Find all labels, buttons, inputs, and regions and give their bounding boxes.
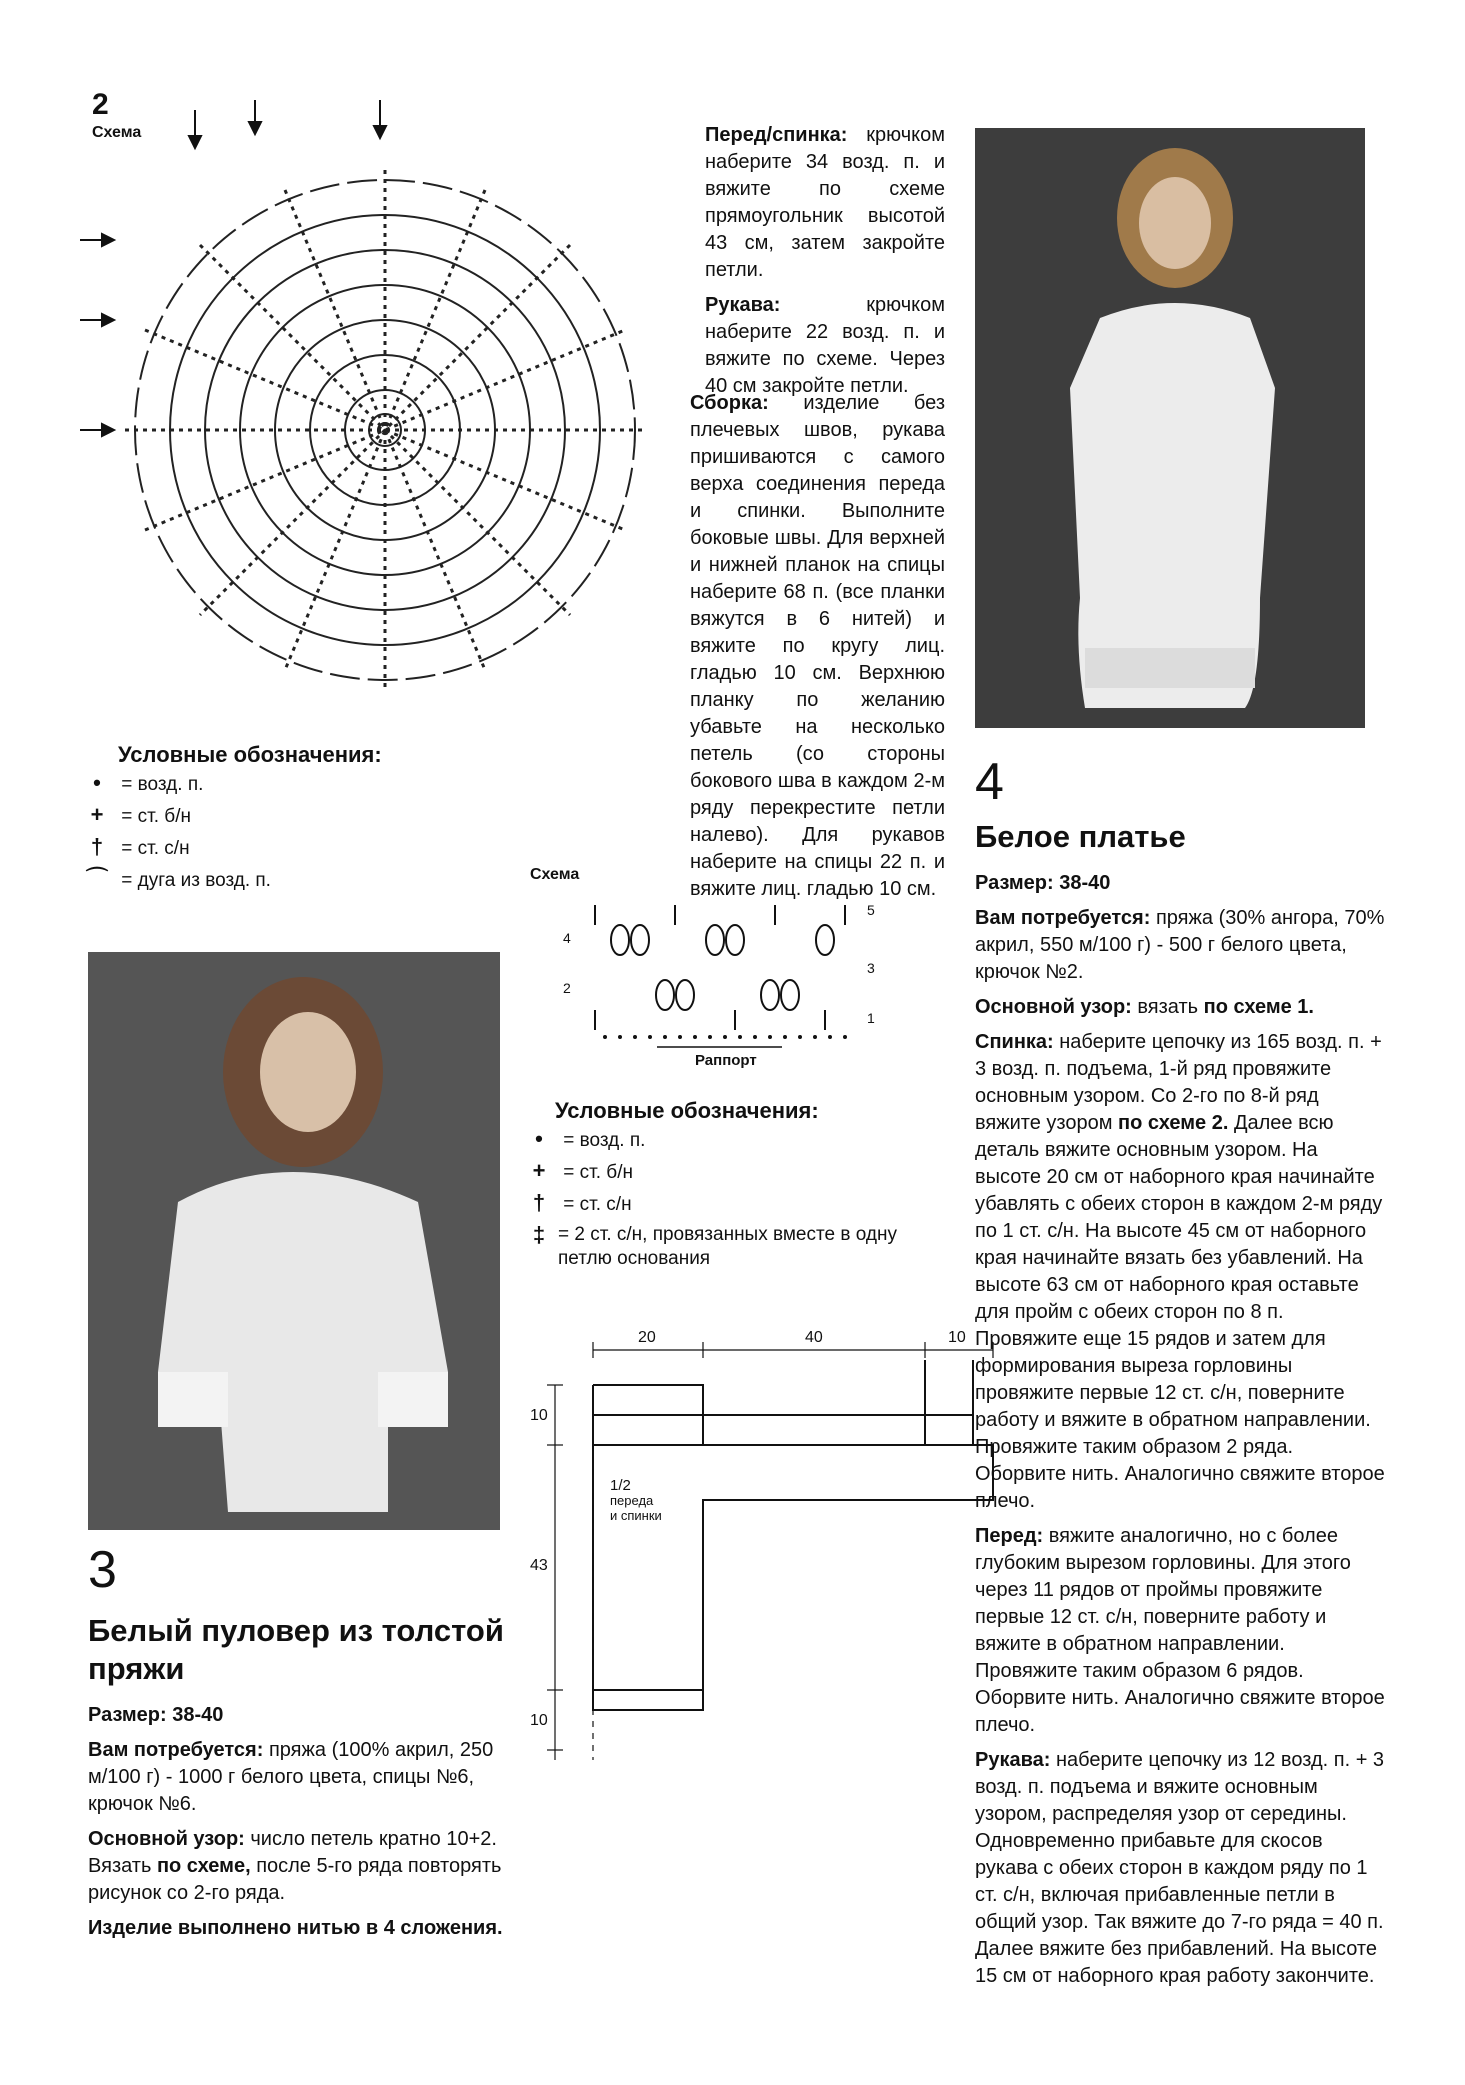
svg-text:1: 1	[867, 1010, 875, 1026]
legend-item: + = ст. б/н	[520, 1156, 925, 1188]
scheme-label-2: Схема	[530, 866, 580, 883]
double-crochet-icon: †	[90, 834, 104, 859]
section-3-title: Белый пуловер из толстой пряжи	[88, 1613, 504, 1686]
legend-1	[85, 742, 382, 896]
dress-photo	[975, 128, 1365, 728]
legend-item: • = возд. п.	[78, 768, 382, 800]
single-crochet-icon: +	[532, 1158, 546, 1183]
svg-text:10: 10	[530, 1407, 548, 1424]
double-crochet-icon: †	[532, 1190, 546, 1215]
svg-text:40: 40	[805, 1329, 823, 1346]
rapport-label: Раппорт	[695, 1052, 757, 1069]
svg-text:переда: переда	[610, 1493, 654, 1508]
chain-stitch-icon: •	[93, 770, 101, 795]
legend-title: Условные обозначения:	[555, 1098, 819, 1123]
legend-item: + = ст. б/н	[78, 800, 382, 832]
sweater-photo	[88, 952, 500, 1530]
svg-text:10: 10	[948, 1329, 966, 1346]
legend-item: † = ст. с/н	[520, 1188, 925, 1220]
section-4-number: 4	[975, 753, 1004, 811]
legend-2	[532, 1098, 925, 1271]
legend-item: • = возд. п.	[520, 1124, 925, 1156]
legend-item: ⌒ = дуга из возд. п.	[78, 864, 382, 896]
svg-text:4: 4	[563, 930, 571, 946]
svg-text:5: 5	[867, 902, 875, 918]
yarn-note: Изделие выполнено нитью в 4 сложения.	[88, 1917, 503, 1939]
svg-text:20: 20	[638, 1329, 656, 1346]
need-label: Вам потребуется:	[88, 1739, 264, 1761]
section-3-number: 3	[88, 1541, 117, 1599]
front-back-text: Перед/спинка: крючком наберите 34 возд. п. и вяжите по схеме прямоугольник высотой 43 см, затем закройте петли. Рукава: крючком наберите 22 возд. п. и вяжите по схеме. Через 40 см закройте петли.	[705, 124, 945, 397]
svg-text:10: 10	[530, 1712, 548, 1729]
scheme-number: 2	[92, 88, 109, 121]
svg-text:и спинки: и спинки	[610, 1508, 662, 1523]
single-crochet-icon: +	[90, 802, 104, 827]
chain-arc-icon: ⌒	[85, 866, 108, 891]
legend-item: ‡ = 2 ст. с/н, провязанных вместе в одну петлю основания	[520, 1220, 925, 1271]
size-value: 38-40	[172, 1704, 224, 1726]
section-4-text: Размер: 38-40 Вам потребуется: пряжа (30% ангора, 70% акрил, 550 м/100 г) - 500 г белого цвета, крючок №2. Основной узор: вязать по схеме 1. Спинка: наберите цепочку из 165 возд. п. + 3 возд. п. подъема, 1-й ряд провяжите основным узором. Со 2-го по 8-й ряд вяжите узором по схеме 2. Далее всю деталь вяжите основным узором. На высоте 20 см от наборного края начинайте убавлять с обеих сторон в каждом 2-м ряду по 1 ст. с/н. На высоте 45 см от наборного края начинайте вязать без убавлений. На высоте 63 см от наборного края оставьте для пройм с обеих сторон по 8 п. Провяжите еще 15 рядов и затем для формирования выреза горловины провяжите первые 12 ст. с/н, поверните работу и вяжите в обратном направлении. Провяжите таким образом 2 ряда. Оборвите нить. Аналогично свяжите второе плечо. Перед: вяжите аналогично, но с более глубоким вырезом горловины. Для этого через 11 рядов от проймы провяжите первые 12 ст. с/н, поверните работу и вяжите в обратном направлении. Провяжите таким образом 6 рядов. Оборвите нить. Аналогично свяжите второе плечо. Рукава: наберите цепочку из 12 возд. п. + 3 возд. п. подъема и вяжите основным узором, распределяя узор от середины. Одновременно прибавьте для скосов рукава с обеих сторон в каждом ряду по 1 ст. с/н, включая прибавленные петли в общий узор. Так вяжите до 7-го ряда = 40 п. Далее вяжите без прибавлений. На высоте 15 см от наборного края работу закончите.	[975, 872, 1385, 1987]
main-pattern-label: Основной узор:	[88, 1828, 245, 1850]
scheme-label: Схема	[92, 124, 142, 141]
svg-text:2: 2	[563, 980, 571, 996]
legend-item: † = ст. с/н	[78, 832, 382, 864]
legend-title: Условные обозначения:	[118, 742, 382, 767]
svg-text:1/2: 1/2	[610, 1477, 631, 1494]
svg-text:3: 3	[867, 960, 875, 976]
svg-text:43: 43	[530, 1557, 548, 1574]
section-3-text: Размер: 38-40 Вам потребуется: пряжа (100% акрил, 250 м/100 г) - 1000 г белого цвета, спицы №6, крючок №6. Основной узор: число петель кратно 10+2. Вязать по схеме, после 5-го ряда повторять рисунок со 2-го ряда. Изделие выполнено нитью в 4 сложения.	[88, 1704, 503, 1939]
size-label: Размер:	[88, 1704, 167, 1726]
double-crochet-cluster-icon: ‡	[532, 1222, 546, 1247]
rapport-diagram	[563, 895, 875, 1055]
section-4-title: Белое платье	[975, 819, 1186, 854]
sweater-schematic	[520, 1320, 1000, 1760]
chain-stitch-icon: •	[535, 1126, 543, 1151]
assembly-text: Сборка: изделие без плечевых швов, рукава пришиваются с самого верха соединения переда и спинки. Выполните боковые швы. Для верхней и нижней планок на спицы наберите 68 п. (все планки вяжутся в 6 нитей) и вяжите по кругу лиц. гладью 10 см. Верхнюю планку по желанию убавьте на несколько петель (со стороны бокового шва в каждом 2-м ряду перекрестите петли налево). Для рукавов наберите на спицы 22 п. и вяжите лиц. гладью 10 см.	[690, 392, 945, 900]
